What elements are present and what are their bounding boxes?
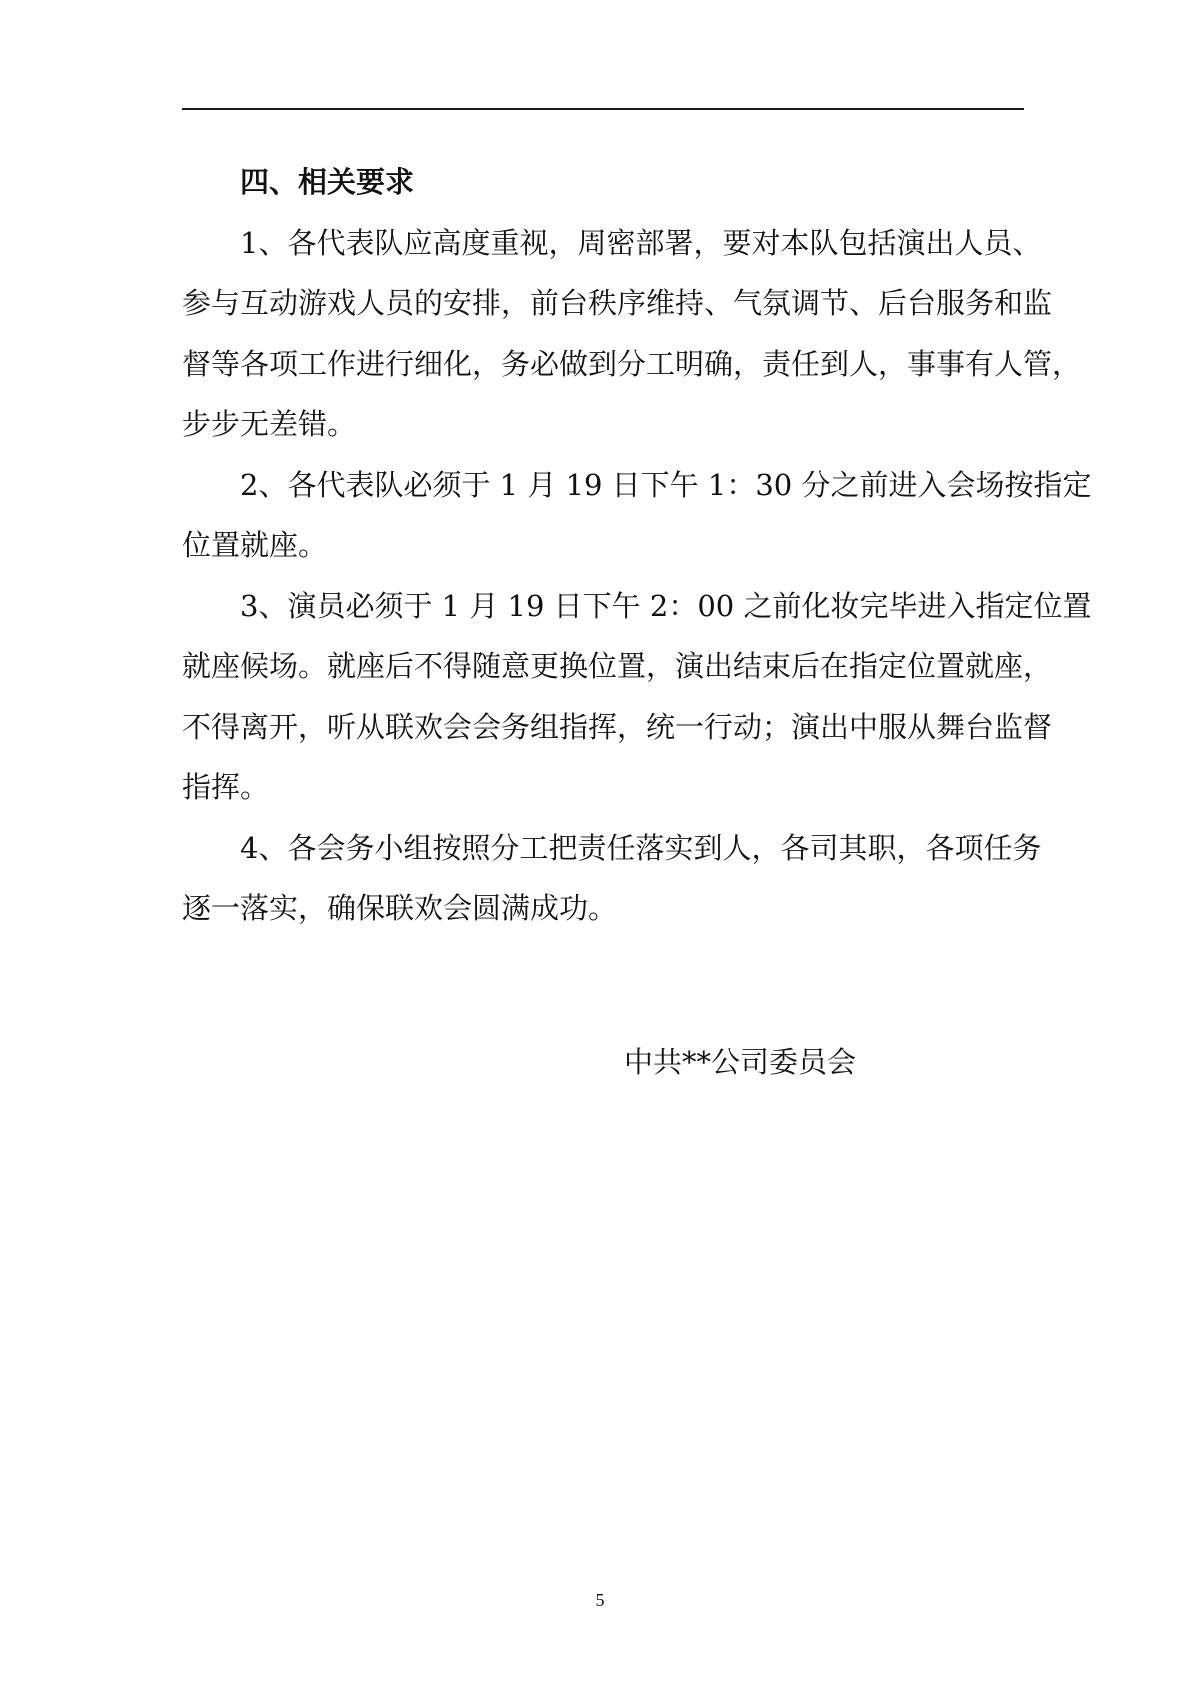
paragraph-line: 就座候场。就座后不得随意更换位置，演出结束后在指定位置就座， (182, 649, 1053, 683)
paragraph-4 (182, 818, 1042, 939)
page-number: 5 (595, 1590, 605, 1610)
paragraph-line: 指挥。 (182, 770, 270, 804)
paragraph-line: 不得离开，听从联欢会会务组指挥，统一行动；演出中服从舞台监督 (182, 709, 1053, 744)
paragraph-line: 2、各代表队必须于 1 月 19 日下午 1：30 分之前进入会场按指定 (240, 467, 1092, 502)
paragraph-2 (182, 455, 1092, 576)
header-rule (182, 108, 1024, 110)
section-heading: 四、相关要求 (240, 165, 415, 199)
paragraph-line: 1、各代表队应高度重视，周密部署，要对本队包括演出人员、 (240, 225, 1042, 260)
paragraph-line: 督等各项工作进行细化，务必做到分工明确，责任到人，事事有人管， (182, 346, 1082, 381)
paragraph-line: 位置就座。 (182, 528, 328, 562)
paragraph-line: 步步无差错。 (182, 407, 357, 441)
paragraph-3 (182, 576, 1092, 818)
paragraph-line: 3、演员必须于 1 月 19 日下午 2：00 之前化妆完毕进入指定位置 (240, 588, 1092, 623)
signature: 中共**公司委员会 (624, 1045, 857, 1079)
paragraph-1 (182, 213, 1082, 455)
document-body (182, 152, 1092, 939)
paragraph-line: 4、各会务小组按照分工把责任落实到人，各司其职，各项任务 (240, 830, 1042, 865)
paragraph-line: 参与互动游戏人员的安排，前台秩序维持、气氛调节、后台服务和监 (182, 286, 1053, 320)
paragraph-line: 逐一落实，确保联欢会圆满成功。 (182, 891, 618, 925)
